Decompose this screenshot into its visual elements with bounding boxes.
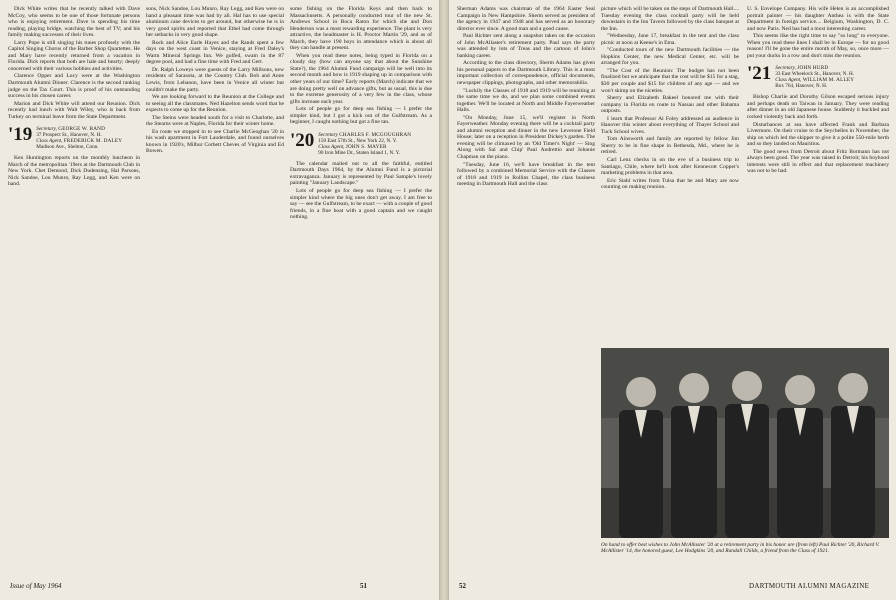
agent-label: Class Agent,	[775, 77, 802, 84]
paragraph: Ken Huntington reports on the monthly luncheon in March of the metropolitan '19ers at the Dartmouth Club in New York. Chet Demond, Dick Dudensing, Hal Parsons, Nick Sandoe, Lou Munro, Ray Legg, and Ken were on hand.	[8, 155, 140, 188]
paragraph: Dick White writes that he recently talked with Dave McCoy, who seems to be one of those fortunate persons who is enjoying retirement. Dave is spending his time reading, playing bridge, watching the best of TV; and his family making successes of their lives.	[8, 6, 140, 39]
page-number-text: 51	[360, 582, 367, 590]
paragraph: Disturbances at sea have affected Frank and Barbara Livermore. On their cruise to the Seychelles in November, the ship on which led the skipper to give it a polite 550-mile berth and so they landed on Mauritius.	[747, 121, 889, 148]
agent-address: Madison Ave., Shelton, Conn.	[36, 144, 99, 151]
photo-caption: On hand to offer best wishes to John McAllaster '20 at a retirement party in his honor are (from left) Paul Richter '20, Richard V. McAllister '14, the honored guest, Lee Hodgkins '20, and Randall Childs, a friend from the Class of 1921.	[601, 542, 880, 555]
paragraph: "Tuesday, June 16, we'll have breakfast in the tent followed by a combined Memorial Service with the Classes of 1918 and 1919 in Rollins Chapel, the class business meeting in Dartmouth Hall and the class	[457, 161, 595, 188]
secretary-address: 37 Prospect St., Hanover, N. H.	[36, 132, 102, 139]
secretary-label: Secretary,	[775, 65, 796, 72]
class-1919-header	[8, 126, 140, 150]
class-year: '20	[290, 129, 315, 151]
paragraph: Lots of people go for deep sea fishing — I prefer the simpler kind where the big ones don't get away. I am free to say — see the Gulfstream, to be exact — with a couple of good friends, in a fine boat with a good captain and we caught nothing.	[290, 188, 432, 221]
page-number	[459, 582, 466, 590]
class-1920-header	[290, 129, 432, 156]
paragraph: Lots of people go for deep sea fishing — I prefer the simpler kind, but I got a kick out of the Gulfstream. As a beginner, I caught nothing but got a fine tan.	[290, 106, 432, 126]
paragraph: Carl Lenz checks in on the eve of a business trip to Santiago, Chile, where he'll look after Kennecott Copper's marketing problems in that area.	[601, 157, 739, 177]
agent-address: Box 764, Hanover, N. H.	[775, 83, 828, 90]
secretary-name: JOHN HURD	[797, 65, 829, 72]
page-number-text: 52	[459, 582, 466, 590]
class-officers	[318, 132, 411, 156]
secretary-name: CHARLES F. MCGOUGHRAN	[339, 131, 412, 138]
right-column-1	[457, 6, 595, 570]
paragraph: "Wednesday, June 17, breakfast in the tent and the class picnic at noon at Keene's in Etna.	[601, 33, 739, 46]
secretary-address: 33 East Wheelock St., Hanover, N. H.	[775, 71, 855, 78]
agent-label: Class Agent,	[36, 138, 63, 145]
class-year: '19	[8, 124, 33, 146]
paragraph: Dr. Ralph Loweys were guests of the Larry Millsons, new residents of Sarasota, at the Country Club. Bob and Anne Lewis, from Lebanon, have been in Venice all winter but couldn't make the party.	[146, 66, 284, 93]
paragraph: Rock and Alice Earle Hayes and the Rands spent a few days on the west coast in Venice, staying at Fred Daley's Warm Mineral Springs Inn. We golfed, swam in the 87 degree pool, and had a fine time with Fred and Gert.	[146, 39, 284, 66]
paragraph: The calendar mailed out to all the faithful, entitled Dartmouth Days 1964, by the Alumni Fund is a pictorial extravaganza. January is represented by Paul Sample's lovely painting "January Landscape."	[290, 160, 432, 187]
secretary-name: GEORGE W. BAND	[58, 126, 106, 133]
paragraph: Larry Pope is still singing his tunes profusely with the Capitol Singing Chorus of the Barber Shop Quartettes. He and Mary have recently returned from a vacation in Florida. Dick reports that both are hale and hearty; deeply concerned with their various hobbies and activities.	[8, 39, 140, 72]
agent-name: WILLIAM M. ALLEY	[802, 77, 855, 84]
paragraph: Marion and Dick White will attend our Reunion. Dick recently had lunch with Walt Wiley, who is back from Turkey on terminal leave from the State Department.	[8, 100, 140, 120]
paragraph: This seems like the right time to say "so long" to everyone. When you read these lines I shall be in Europe — for no good reason! I'll be gone the entire month of May, so, once more — put your ducks in a row and don't miss the reunion.	[747, 33, 889, 59]
paragraph: "The Cost of the Reunion: The budget has not been finalized but we anticipate that the cost will be $15 for a stag, $30 per couple and $15 for children of any age — and we won't skimp on the niceties.	[601, 67, 739, 94]
paragraph: Sherry and Elizabeth Bakeel honored me with their company in Florida en route to Nassau and other Bahama outposts.	[601, 95, 739, 115]
class-officers	[36, 126, 122, 150]
paragraph: Bishop Charlie and Dorothy Gilson escaped serious injury and perhaps death on Taiwan in January. They were reading after dinner in an old Japanese house. Suddenly it buckled and rocked violently back and forth.	[747, 94, 889, 121]
paragraph: Paul Richter sent along a snapshot taken on the occasion of John McAllaster's retirement party. Paul says the party was attended by lots of Treas and the cartoon of John's banking career.	[457, 33, 595, 59]
left-column-1	[8, 6, 140, 570]
paragraph: "Conducted tours of the new Dartmouth facilities — the Hopkins Center, the new Medical Center, etc. will be arranged for you.	[601, 47, 739, 67]
class-officers	[775, 65, 854, 89]
magazine-title-text: DARTMOUTH ALUMNI MAGAZINE	[749, 582, 870, 590]
paragraph: "On Monday, June 15, we'll register in North Fayerweather. Monday evening there will be a cocktail party and alumni reception and dinner in the new Leverone Field House; later on a reception in President Dickey's garden. The evening will be climaxed by an 'Old Timer's Night' — Sing Along with Sal and Chip' Paul Andrettio and Johnnie Chapman on the piano.	[457, 114, 595, 161]
paragraph: When you read these notes, being typed in Florida on a cloudy day (how can anyone say that about the Sunshine State?), the 1964 Alumni Fund campaign will be well into its second month and how is 1919 shaping up in comparison with other years of our time? Early reports (March) indicate that we are doing pretty well on advance gifts, but as usual, this is due to the extreme generosity of a very few in the class, whose gifts increase each year.	[290, 52, 432, 105]
secretary-address: 150 East 57th St., New York 22, N. Y.	[318, 137, 397, 144]
paragraph: According to the class directory, Sherm Adams has given his personal papers to the Dartmouth Library. This is a most important collection of correspondence, official documents, newspaper clippings, photographs, and other memorabilia.	[457, 60, 595, 87]
paragraph: En route we stopped in to see Charlie McGeoghan '20 in his wash apartment in Fort Lauderdale, and found ourselves known in 1920's, Milbur Corbett Cheves of Virginia and Ed Bowen.	[146, 128, 284, 155]
agent-name: JOHN S. MAYER	[345, 143, 387, 150]
paragraph: Clarence Opper and Lucy were at the Washington Dartmouth Alumni Dinner. Clarence is the second ranking judge on the Tax Court. This is proof of his outstanding success in his chosen career.	[8, 73, 140, 100]
page-number	[360, 582, 367, 590]
right-column-3	[747, 6, 889, 330]
paragraph: I learn that Professor Al Foley addressed an audience in Hanover this winter about everything of Thayer School and Tuck School wives.	[601, 115, 739, 135]
right-page	[448, 0, 896, 600]
agent-name: FREDERICK M. DALEY	[63, 138, 123, 145]
paragraph: We are looking forward to the Reunion at the College and to seeing all the classmates. Ned Hazelton sends word that he expects to come up for the Reunion.	[146, 94, 284, 114]
paragraph: The good news from Detroit about Fritz Bormann has not always been good. The year was raised in Detroit; his boyhood interests were still in effect and that replacement machinery was not to be had.	[747, 148, 889, 175]
paragraph: sons, Nick Sandoe, Lou Munro, Ray Legg, and Ken were on hand a pleasant time was had by all. Hal has to use special aluminum cane devices to get around, but otherwise he is in very good spirits and reported that Ethel had come through her setbacks in very good shape.	[146, 6, 284, 39]
secretary-label: Secretary	[318, 131, 338, 138]
photo-illustration	[601, 348, 889, 538]
spine-gutter	[440, 0, 448, 600]
paragraph: "Luckily the Classes of 1918 and 1919 will be reuniting at the same time we do, and we plan some combined events together. We'll be located at North and Middle Fayerweather Halls.	[457, 87, 595, 114]
left-column-2	[146, 6, 284, 570]
secretary-label: Secretary,	[36, 126, 57, 133]
paragraph: The Steins were headed south for a visit to Charlotte, and the Stearns were at Naples, Florida for their winter home.	[146, 114, 284, 128]
agent-label: Class Agent,	[318, 143, 345, 150]
left-column-3	[290, 6, 432, 570]
paragraph: some fishing on the Florida Keys and then back to Massachusetts. A personally conducted tour of the new St. Andrews School in Boca Raton for which she and Don Henderson was a most rewarding experience. The plant is very attractive, the headmaster is H. Proctor Martin '29, and as of March, they have 190 boys in attendance which is about all they can handle at present.	[290, 6, 432, 52]
class-year: '21	[747, 63, 772, 85]
paragraph: Sherman Adams was chairman of the 1964 Easter Seal Campaign in New Hampshire. Sherm served as president of the agency in 1947 and 1948 and has served as an honorary director ever since. A good man and a good cause.	[457, 6, 595, 32]
paragraph: U. S. Envelope Company. His wife Helen is an accomplished portrait painter — his daughter Anthea is with the State Department in foreign service.... Belgium, Washington, D. C. and now Paris. Ned has had a most interesting career.	[747, 6, 889, 32]
paragraph: picture which will be taken on the steps of Dartmouth Hall.... Tuesday evening the class cocktail party will be held downstairs in the Inn Tavern followed by the class banquet at the Inn.	[601, 6, 739, 32]
class-1921-header	[747, 65, 889, 89]
paragraph: Eric Stahl writes from Tulsa that he and Mary are now counting on making reunion.	[601, 177, 739, 191]
magazine-title	[749, 582, 869, 590]
issue-date: Issue of May 1964	[10, 582, 62, 590]
agent-address: 90 Iron Mine Dr., Staten Island 1, N. Y.	[318, 149, 400, 156]
paragraph: Tom Ainsworth and family are reported by fellow Jim Sherry to be in fine shape in Bethesda, Md., where he is retired.	[601, 136, 739, 156]
left-page	[0, 0, 440, 600]
folio-issue	[10, 582, 62, 590]
group-photo	[601, 348, 889, 538]
